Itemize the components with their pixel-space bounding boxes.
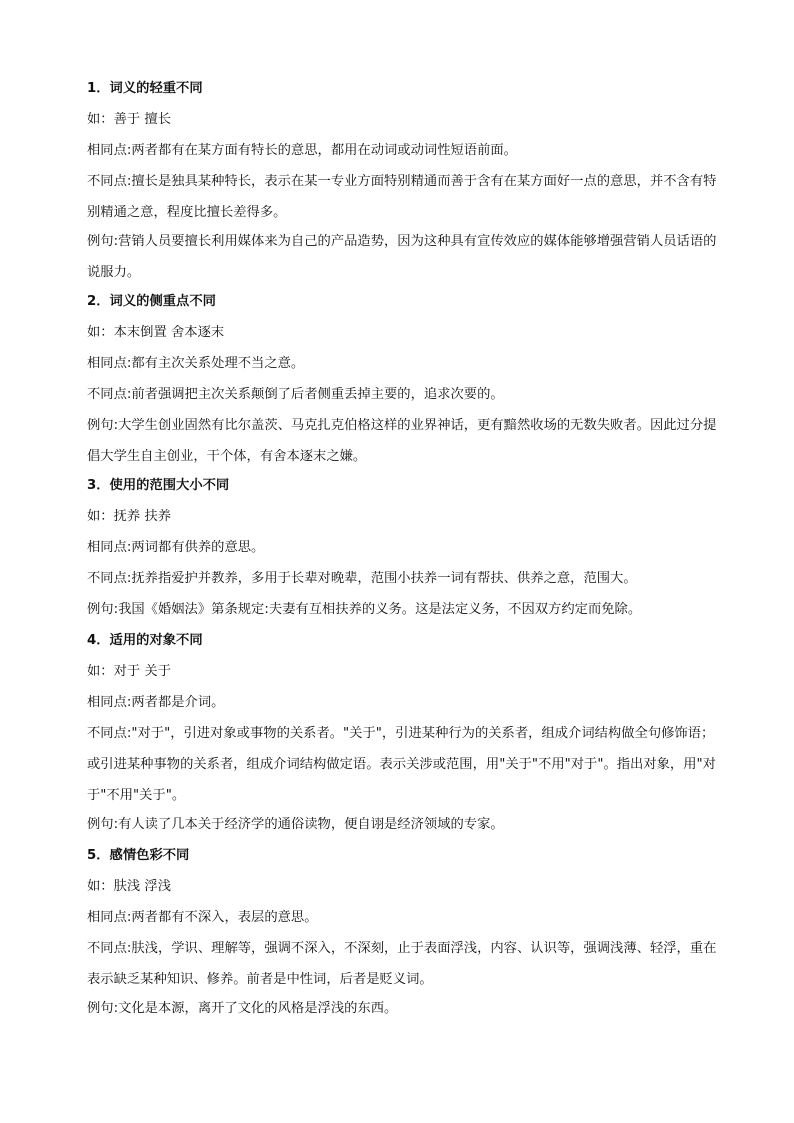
difference-text: 不同点:"对于"，引进对象或事物的关系者。"关于"，引进某种行为的关系者，组成介词结构做全句修饰语；或引进某种事物的关系者，组成介词结构做定语。表示关涉或范围，用"关于"不用"对于"。指出对象，用"对于"不用"关于"。 bbox=[87, 726, 716, 803]
similarity-text: 相同点:两者都是介词。 bbox=[87, 695, 225, 710]
difference-text: 不同点:前者强调把主次关系颠倒了后者侧重丢掉主要的，追求次要的。 bbox=[87, 387, 504, 402]
similarity-text: 相同点:都有主次关系处理不当之意。 bbox=[87, 356, 305, 371]
example-words: 如：善于 擅长 bbox=[87, 112, 172, 127]
difference-text: 不同点:抚养指爱护并教养，多用于长辈对晚辈，范围小扶养一词有帮扶、供养之意，范围大。 bbox=[87, 571, 637, 586]
similarity-text: 相同点:两者都有不深入，表层的意思。 bbox=[87, 910, 318, 925]
section-heading: 5．感情色彩不同 bbox=[87, 848, 190, 863]
similarity-text: 相同点:两者都有在某方面有特长的意思，都用在动词或动词性短语前面。 bbox=[87, 143, 517, 158]
example-words: 如：对于 关于 bbox=[87, 664, 172, 679]
example-words: 如：肤浅 浮浅 bbox=[87, 879, 172, 894]
example-sentence: 例句:我国《婚姻法》第条规定:夫妻有互相扶养的义务。这是法定义务，不因双方约定而免除。 bbox=[87, 602, 642, 617]
section-heading: 3．使用的范围大小不同 bbox=[87, 478, 230, 493]
example-sentence: 例句:营销人员要擅长利用媒体来为自己的产品造势，因为这种具有宣传效应的媒体能够增强营销人员话语的说服力。 bbox=[87, 234, 717, 280]
difference-text: 不同点:肤浅，学识、理解等，强调不深入，不深刻，止于表面浮浅，内容、认识等，强调浅薄、轻浮，重在表示缺乏某种知识、修养。前者是中性词，后者是贬义词。 bbox=[87, 941, 717, 987]
example-words: 如：本末倒置 舍本逐末 bbox=[87, 325, 225, 340]
similarity-text: 相同点:两词都有供养的意思。 bbox=[87, 540, 265, 555]
section-scope bbox=[87, 476, 717, 620]
example-sentence: 例句:文化是本源，离开了文化的风格是浮浅的东西。 bbox=[87, 1001, 398, 1016]
section-heading: 2．词义的侧重点不同 bbox=[87, 294, 216, 309]
section-weight bbox=[87, 79, 717, 288]
section-object bbox=[87, 631, 717, 835]
document-body bbox=[87, 79, 717, 1030]
section-heading: 4．适用的对象不同 bbox=[87, 633, 203, 648]
section-emphasis bbox=[87, 292, 717, 472]
example-sentence: 例句:有人读了几本关于经济学的通俗读物，便自诩是经济领域的专家。 bbox=[87, 817, 504, 832]
section-sentiment bbox=[87, 846, 717, 1019]
difference-text: 不同点:擅长是独具某种特长，表示在某一专业方面特别精通而善于含有在某方面好一点的意思，并不含有特别精通之意，程度比擅长差得多。 bbox=[87, 174, 717, 220]
example-sentence: 例句:大学生创业固然有比尔盖茨、马克扎克伯格这样的业界神话，更有黯然收场的无数失败者。因此过分提倡大学生自主创业，干个体，有舍本逐末之嫌。 bbox=[87, 418, 717, 464]
section-heading: 1．词义的轻重不同 bbox=[87, 81, 203, 96]
example-words: 如：抚养 扶养 bbox=[87, 509, 172, 524]
